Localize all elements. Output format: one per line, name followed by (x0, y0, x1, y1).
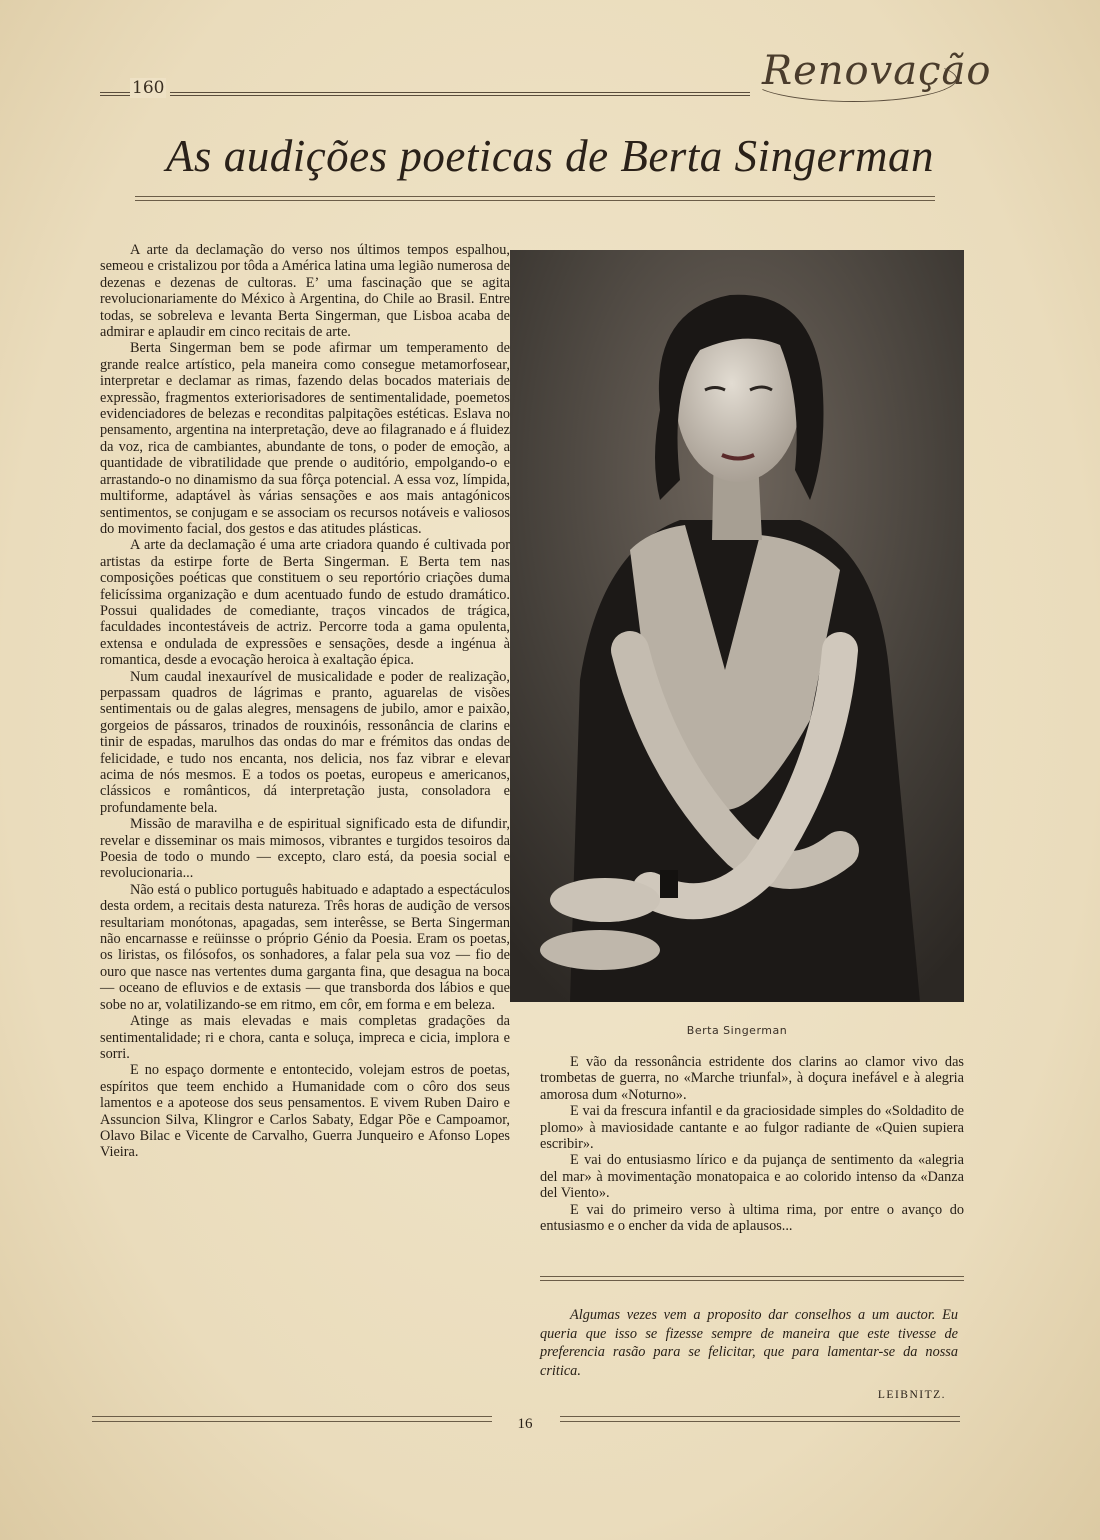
paragraph: Num caudal inexaurível de musicalidade e poder de realização, perpassam quadros de lágrimas e pranto, aguarelas de visões sentimentais ou de galas alegres, mensagens de jubilo, amor e paixão, gorgeios de pássaros, trinados de rouxinóis, ressonância de clarins e tinir de espadas, marulhos das ondas do mar e frémitos das ondas de felicidade, e tudo nos encanta, nos delicia, nos faz vibrar e elevar acima de nós mesmos. E a todos os poetas, europeus e americanos, clássicos e românticos, dá interpretação justa, consoladora e profundamente bela. (100, 668, 510, 816)
footer-rule-left-1 (92, 1416, 492, 1417)
masthead-logo (748, 48, 992, 104)
footer-rule-left-2 (92, 1421, 492, 1422)
paragraph: Berta Singerman bem se pode afirmar um temperamento de grande realce artístico, pela maneira como consegue metamorfosear, interpretar e declamar as rimas, fazendo delas bocados materiais de expressão, fragmentos exteriorisadores de sentimentalidade, poemetos evidenciadores de belezas e reconditas palpitações estéticas. Eslava no pensamento, argentina na interpretação, deve ao filagranado e á fluidez da voz, rica de cambiantes, abundante de tons, o poder de emoção, a quantidade de vibratilidade que prende o auditório, empolgando-o e arrastando-o no dinamismo da sua fôrça potencial. A essa voz, límpida, multiforme, adaptável às várias sensações e aos mais antagónicos sentimentos, se conjugam e se associam os recursos notáveis e valiosos do movimento facial, dos gestos e das atitudes plásticas. (100, 340, 510, 537)
article-right-column (540, 1054, 964, 1234)
title-rule-top (135, 196, 935, 197)
page-number-top: 160 (132, 78, 165, 98)
article-title: As audições poeticas de Berta Singerman (165, 131, 935, 181)
portrait-illustration (510, 250, 964, 1002)
quote-author: LEIBNITZ. (877, 1389, 946, 1401)
quote-text: Algumas vezes vem a proposito dar conselhos a um auctor. Eu queria que isso se fizesse sempre de maneira que este tivesse de preferencia rasão para se felicitar, que para lamentar-se da nossa critica. (540, 1307, 958, 1379)
paragraph: E no espaço dormente e entontecido, volejam estros de poetas, espíritos que teem enchido a Humanidade com o côro dos seus lamentos e a apoteose dos seus pensamentos. E vivem Ruben Dairo e Assuncion Silva, Klingror e Carlos Sabaty, Edgar Põe e Campoamor, Olavo Bilac e Vicente de Carvalho, Guerra Junqueiro e Afonso Lopes Vieira. (100, 1062, 510, 1161)
epigraph-quote (540, 1306, 958, 1380)
title-rule-bottom (135, 200, 935, 201)
paragraph: Não está o publico português habituado e adaptado a espectáculos desta ordem, a recitais desta natureza. Três horas de audição de versos resultariam monótonas, apagadas, sem interêsse, se Berta Singerman não encarnasse e reüinsse o próprio Génio da Poesia. Eram os poetas, os liristas, os filósofos, os sonhadores, a falar pela sua voz — fio de ouro que nasce nas vertentes duma garganta fina, que desagua na boca — oceano de efluvios e de extasis — que transborda dos lábios e que sobe no ar, volatilizando-se em ritmo, em côr, em forma e em beleza. (100, 881, 510, 1013)
paragraph: E vai do entusiasmo lírico e da pujança de sentimento da «alegria del mar» à movimentação monatopaica e ao colorido intenso da «Danza del Viento». (540, 1152, 964, 1202)
article-left-column (100, 242, 510, 1161)
masthead-text: Renovação (762, 48, 992, 94)
header-rule (170, 92, 750, 96)
paragraph: E vai da frescura infantil e da graciosidade simples do «Soldadito de plomo» à maviosidade cantante e ao fulgor radiante de «Quien supiera escribir». (540, 1103, 964, 1153)
paragraph: E vão da ressonância estridente dos clarins ao clamor vivo das trombetas de guerra, no «Marche triunfal», à doçura inefável e à alegria amorosa dum «Noturno». (540, 1054, 964, 1103)
paragraph: Missão de maravilha e de espiritual significado esta de difundir, revelar e disseminar os mais mimosos, vibrantes e turgidos tesoiros da Poesia de todo o mundo — excepto, claro está, da poesia social e revolucionaria... (100, 816, 510, 882)
photo-caption: Berta Singerman (686, 1024, 788, 1037)
quote-rule-bottom (540, 1280, 964, 1281)
paragraph: Atinge as mais elevadas e mais completas gradações da sentimentalidade; ri e chora, canta e soluça, impreca e cicia, implora e sorri. (100, 1013, 510, 1062)
footer-rule-right-2 (560, 1421, 960, 1422)
paragraph: A arte da declamação do verso nos últimos tempos espalhou, semeou e cristalizou por tôda a América latina uma legião numerosa de dezenas e dezenas de cultoras. E’ uma fascinação que se agita revolucionariamente do México à Argentina, do Chile ao Brasil. Entre todas, se sobreleva e levanta Berta Singerman, que Lisboa acaba de admirar e aplaudir em cinco recitais de arte. (100, 242, 510, 341)
paragraph: E vai do primeiro verso à ultima rima, por entre o avanço do entusiasmo e o encher da vida de aplausos... (540, 1201, 964, 1235)
paragraph: A arte da declamação é uma arte criadora quando é cultivada por artistas da estirpe forte de Berta Singerman. E Berta tem nas composições poéticas que constituem o seu reportório criações duma felicíssima organização e dum acentuado fundo de estudo dramático. Possui qualidades de comediante, traços vincados de trágica, faculdades incontestáveis de actriz. Percorre toda a gama opulenta, extensa e ondulada de expressões e sensações, desde a ingénua à romantica, desde a evocação heroica à exaltação épica. (100, 537, 510, 669)
page-number-bottom: 16 (517, 1416, 533, 1432)
footer-rule-right-1 (560, 1416, 960, 1417)
quote-rule-top (540, 1276, 964, 1277)
portrait-photo (510, 250, 964, 1002)
